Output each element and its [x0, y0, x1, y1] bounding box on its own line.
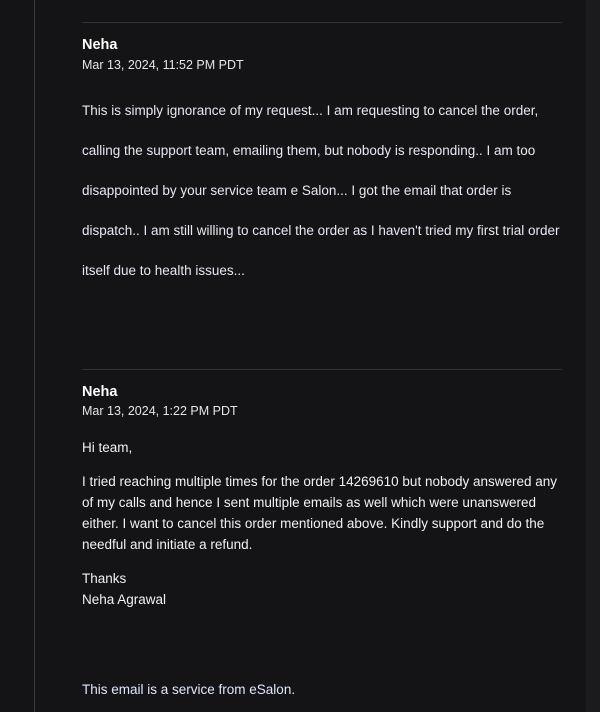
page-edge-strip [586, 0, 600, 712]
comment-body: This is simply ignorance of my request... I am requesting to cancel the order, calling the support team, emailing them, but nobody is responding.. I am too disappointed by your service team e Salon... I got the email that order is dispatch.. I am still willing to cancel the order as I haven't tried my first trial order itself due to health issues... [82, 103, 560, 278]
comment-signoff: Thanks [82, 571, 127, 586]
comment-author: Neha [82, 37, 118, 53]
comment-signature: Neha Agrawal [82, 592, 167, 607]
comment-author: Neha [82, 384, 118, 400]
thread-left-rule [34, 0, 35, 712]
comment-divider [82, 369, 562, 370]
comment-timestamp: Mar 13, 2024, 1:22 PM PDT [82, 404, 238, 418]
email-footer: This email is a service from eSalon. [82, 682, 296, 697]
comment-greeting: Hi team, [82, 440, 133, 455]
comment-timestamp: Mar 13, 2024, 11:52 PM PDT [82, 58, 244, 72]
comment-divider [82, 22, 562, 23]
comment-body [82, 437, 562, 610]
comment-paragraph: I tried reaching multiple times for the order 14269610 but nobody answered any of my calls and hence I sent multiple emails as well which were unanswered either. I want to cancel this order mentioned above. Kindly support and do the needful and initiate a refund. [82, 474, 558, 552]
